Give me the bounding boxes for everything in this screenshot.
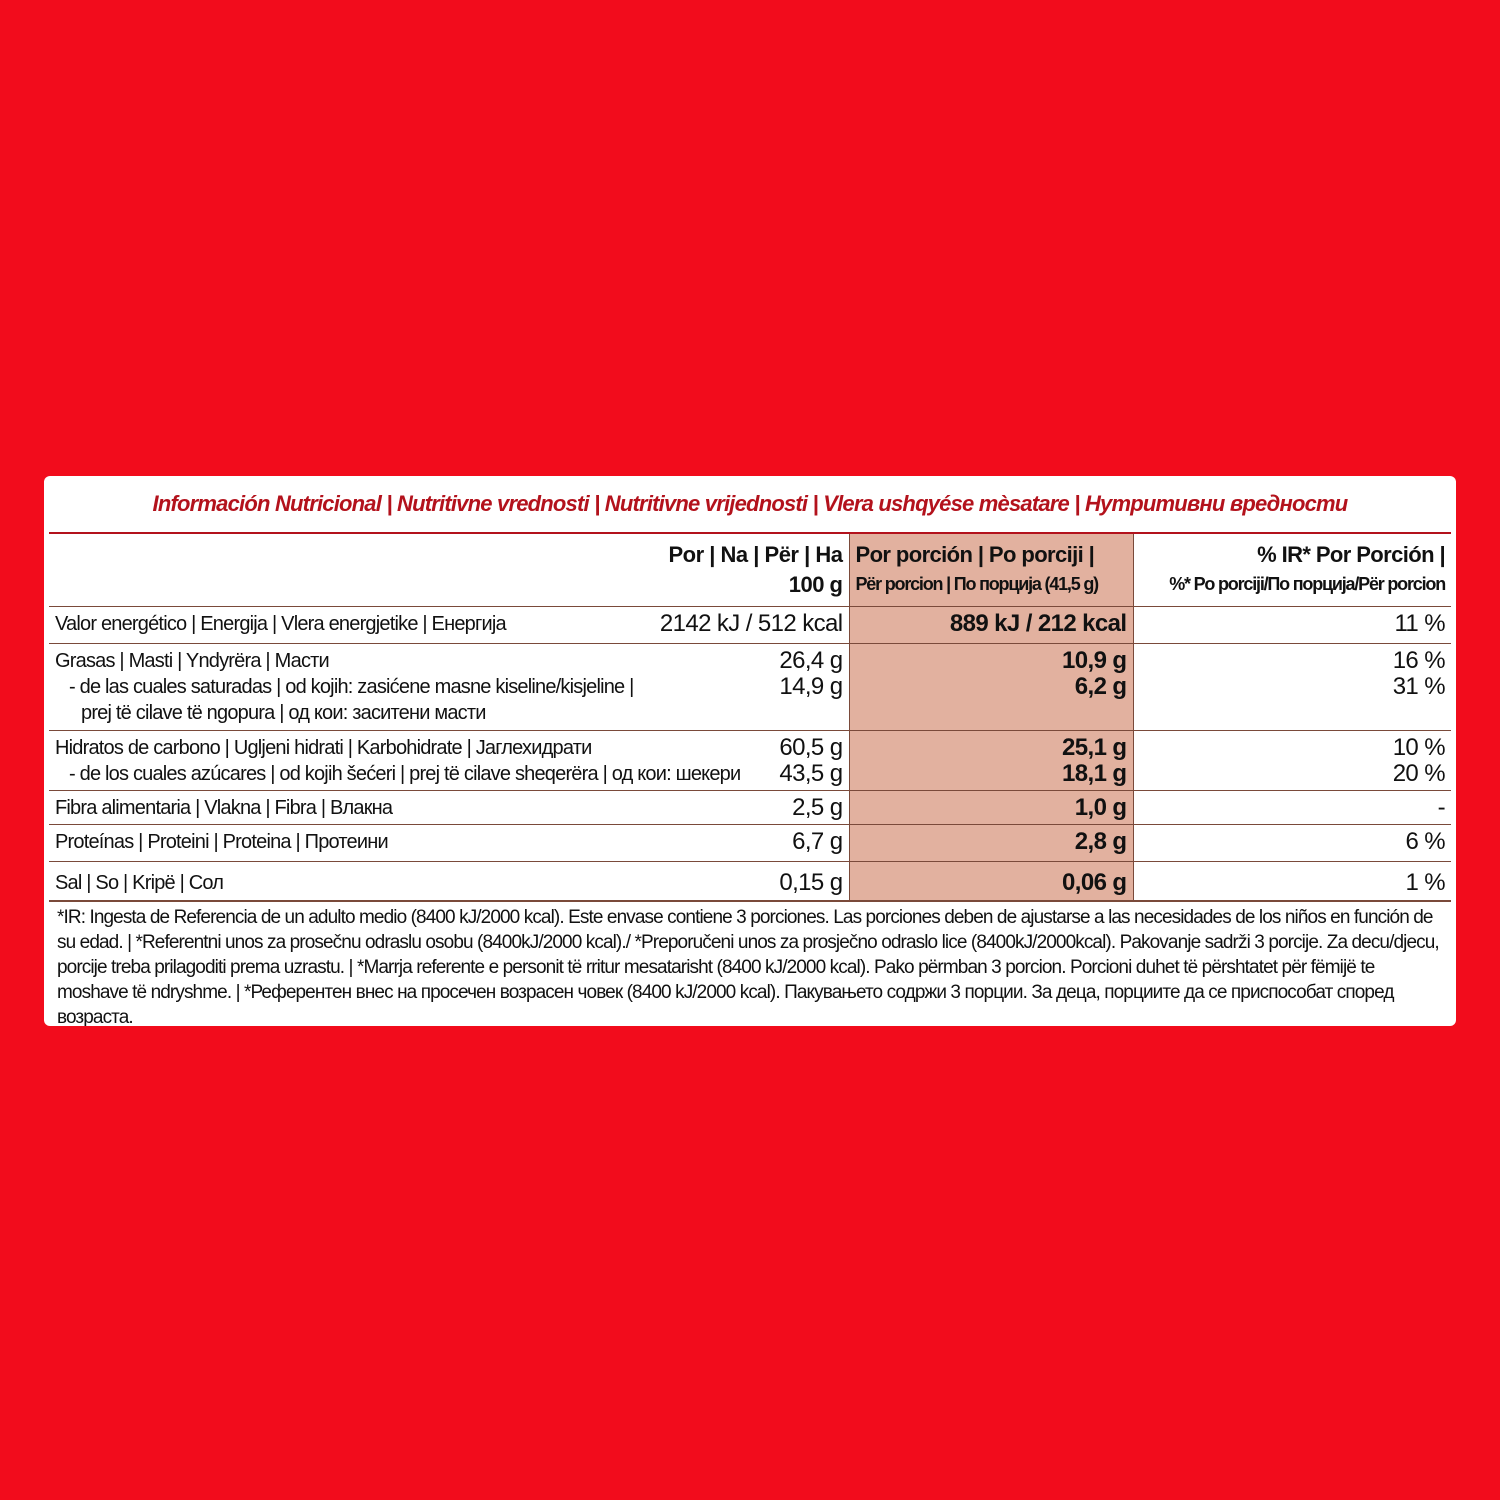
fat-per100: 26,4 g <box>779 646 843 674</box>
header-ri-line1: % IR* Por Porción | <box>1257 542 1445 567</box>
saturates-portion: 6,2 g <box>1074 672 1127 700</box>
table-row-fat <box>49 643 1451 730</box>
carbs-per100: 60,5 g <box>779 733 843 761</box>
fibre-per100: 2,5 g <box>792 793 843 821</box>
energy-per100: 2142 kJ / 512 kcal <box>659 609 843 637</box>
fibre-label: Fibra alimentaria | Vlakna | Fibra | Влакна <box>55 796 393 819</box>
header-ri-line2: %* Po porciji/По порција/Për porcion <box>1169 574 1445 594</box>
energy-portion: 889 kJ / 212 kcal <box>849 606 1133 643</box>
nutrition-table-panel <box>44 476 1456 1026</box>
protein-per100: 6,7 g <box>792 827 843 855</box>
table-row-protein <box>49 824 1451 861</box>
nutrition-table <box>49 534 1451 902</box>
header-per-portion-line2: Për porcion | По порција (41,5 g) <box>855 574 1098 594</box>
header-per-100g-line2: 100 g <box>788 572 843 597</box>
table-row-fibre <box>49 790 1451 824</box>
saturates-label-line2: prej të cilave të ngopura | од кои: заситени масти <box>81 701 486 724</box>
salt-portion: 0,06 g <box>849 861 1133 901</box>
carbs-label: Hidratos de carbono | Ugljeni hidrati | Karbohidrate | Јаглехидрати <box>55 736 592 759</box>
header-per-portion <box>849 534 1133 606</box>
saturates-ri: 31 % <box>1392 672 1445 700</box>
salt-per100: 0,15 g <box>779 868 843 896</box>
carbs-ri: 10 % <box>1392 733 1445 761</box>
protein-portion: 2,8 g <box>849 824 1133 861</box>
sugars-portion: 18,1 g <box>1062 759 1127 787</box>
carbs-portion: 25,1 g <box>1062 733 1127 761</box>
saturates-label-line1: - de las cuales saturadas | od kojih: zasićene masne kiseline/kisjeline | <box>69 675 634 698</box>
sugars-label: - de los cuales azúcares | od kojih šećeri | prej të cilave sheqerëra | од кои: шекери <box>69 762 741 785</box>
fat-label: Grasas | Masti | Yndyrëra | Масти <box>55 649 329 672</box>
sugars-ri: 20 % <box>1392 759 1445 787</box>
protein-label: Proteínas | Proteini | Proteina | Протеини <box>55 830 388 853</box>
energy-ri: 11 % <box>1133 606 1451 643</box>
salt-ri: 1 % <box>1133 861 1451 901</box>
header-per-portion-line1: Por porción | Po porciji | <box>855 542 1095 567</box>
table-row-salt <box>49 861 1451 901</box>
fat-ri: 16 % <box>1392 646 1445 674</box>
fibre-portion: 1,0 g <box>849 790 1133 824</box>
protein-ri: 6 % <box>1133 824 1451 861</box>
fat-portion: 10,9 g <box>1062 646 1127 674</box>
fibre-ri: - <box>1133 790 1451 824</box>
table-row-energy <box>49 606 1451 643</box>
saturates-per100: 14,9 g <box>779 672 843 700</box>
header-per-100g-line1: Por | Na | Për | Ha <box>668 542 843 567</box>
table-header-row <box>49 534 1451 606</box>
table-row-carbohydrates <box>49 730 1451 790</box>
header-ri <box>1133 534 1451 606</box>
header-per-100g <box>49 534 849 606</box>
nutrition-title: Información Nutricional | Nutritivne vrednosti | Nutritivne vrijednosti | Vlera ushqyése mèsatare | Нутритивни вредности <box>152 491 1348 516</box>
reference-intake-footnote: *IR: Ingesta de Referencia de un adulto medio (8400 kJ/2000 kcal). Este envase contiene 3 porciones. Las porciones deben de ajustarse a las necesidades de los niños en función de su edad. | *Referentni unos za prosečnu odraslu osobu (8400kJ/2000 kcal)./ *Preporučeni unos za prosječno odraslo lice (8400kJ/2000kcal). Pakovanje sadrži 3 porcije. Za decu/djecu, porcije treba prilagoditi prema uzrastu. | *Marrja referente e personit të rritur mesatarisht (8400 kJ/2000 kcal). Pako përmban 3 porcion. Porcioni duhet të përshtatet për fëmijë te moshave të ndryshme. | *Референтен внес на просечен возрасен човек (8400 kJ/2000 kcal). Пакувањето содржи 3 порции. За деца, порциите да се приспособат според возраста. <box>49 900 1451 1026</box>
sugars-per100: 43,5 g <box>779 759 843 787</box>
salt-label: Sal | So | Kripë | Сол <box>55 871 224 894</box>
energy-label: Valor energético | Energija | Vlera energjetike | Енергија <box>55 612 506 635</box>
